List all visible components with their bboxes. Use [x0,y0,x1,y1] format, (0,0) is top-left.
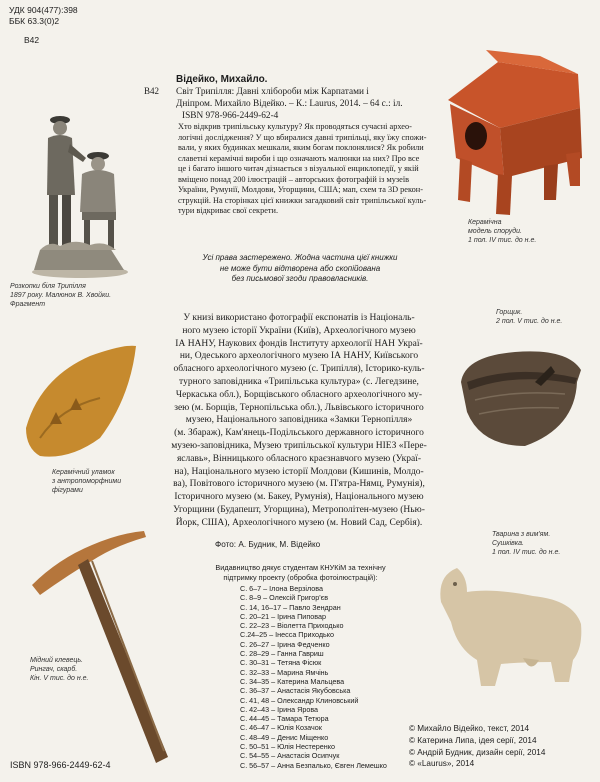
museum-line: музею-заповідника, Музею трипільської культури НІЕЗ «Пере- [171,440,427,451]
rights-line: Усі права застережено. Жодна частина цієї книжки [202,253,398,262]
credit-line: С. 41, 48 – Олександр Клиновський [240,695,359,705]
museum-line: зею (м. Борщів, Тернопільська обл.), Львівського історичного [174,402,424,413]
credit-line: С. 50–51 – Юлія Нестеренко [240,742,335,752]
abstract-line: логічні дослідження? У що вбиралися давні трипільці, яку їжу спожи- [178,132,427,142]
caption-line: 2 пол. V тис. до н.е. [496,318,563,325]
credit-line: С. 20–21 – Ірина Пиповар [240,611,326,621]
animal-figurine-image [433,562,593,692]
caption-line: Розкопки біля Трипілля [10,283,86,290]
museum-line: Йорк, США), Археологічного музею (м. Новий Сад, Сербія). [175,517,423,528]
museum-line: турного заповідника «Трипільська культура» (с. Легедзине, [179,376,419,387]
credit-line: С. 34–35 – Катерина Мальцева [240,676,345,686]
credit-line: С. 36–37 – Анастасія Якубовська [240,686,351,696]
caption-line: 1897 року. Малюнок В. Хвойки. [10,292,112,299]
caption-line: 1 пол. IV тис. до н.е. [492,549,561,556]
isbn-footer: ISBN 978-966-2449-62-4 [10,760,111,770]
abstract-line: вміщено понад 200 ілюстрацій – авторських фотографій із музеїв [178,174,410,184]
museum-line: на), Національного музею історії Молдови (Кишинів, Молдо- [174,466,424,477]
author-mark: В42 [24,35,40,45]
catalog-abstract [178,122,438,217]
credit-line: С. 46–47 – Юлія Козачок [240,723,322,733]
caption-animal [492,530,560,557]
caption-line: Тварина з вим'ям. [492,531,551,538]
caption-line: Керамічний уламок [52,469,115,476]
credits-list [240,584,387,770]
museum-line: У книзі використано фотографії експонатів із Національ- [183,313,415,323]
copyright-line: © Михайло Відейко, текст, 2014 [409,724,530,733]
caption-line: 1 пол. IV тис. до н.е. [468,237,537,244]
caption-line: модель споруди. [468,228,522,235]
credit-line: С. 14, 16–17 – Павло Зендран [240,602,341,612]
copyright-line: © Андрій Будник, дизайн серії, 2014 [409,747,546,757]
caption-excavation [10,282,111,309]
caption-line: Сушківка. [492,540,524,547]
credit-line: С. 42–43 – Ірина Ярова [240,704,319,714]
museum-line: музею, Національного заповідника «Замки Тернопілля» [185,415,413,426]
caption-line: Рингач, скарб. [30,666,78,673]
abstract-line: Хто відкрив трипільську культуру? Як проводяться сучасні архео- [178,122,412,131]
pot-image [455,342,587,452]
abstract-line: тури відкриває свої секрети. [178,206,279,215]
museums-paragraph [150,312,448,530]
credit-line: С. 30–31 – Тетяна Фісюк [240,658,322,668]
museum-line: Історичного музею (м. Бакеу, Румунія), Національного музею [174,492,424,503]
museum-line: ни, Одеського археологічного музею ІА НАНУ, Київського [179,351,419,362]
museum-line: обласного археологічного музею (с. Трипілля), Історико-куль- [173,364,425,375]
rights-line: не може бути відтворена або скопійована [219,263,381,273]
rights-line: без письмової згоди правовласників. [231,274,369,283]
credit-line: С. 8–9 – Олексій Григор'єв [240,593,329,603]
credit-line: С. 54–55 – Анастасія Осипчук [240,751,340,761]
museum-line: ІА НАНУ, Наукових фондів Інституту археології НАН Украї- [175,338,423,349]
abstract-line: струкцій. На сторінках цієї книжки загадковий світ трипільської куль- [178,195,427,205]
copyright-line: © Катерина Липа, ідея серії, 2014 [409,735,537,745]
credit-line: С. 28–29 – Ганна Гавриш [240,649,324,659]
excavation-drawing [20,100,135,280]
thanks-line: підтримку проекту (обробка фотоілюстрацій): [223,572,378,582]
museum-line: ного музею історії України (Київ), Археологічного музею [182,325,416,336]
credit-line: С. 6–7 – Ілона Верзілова [240,584,324,593]
caption-line: з антропоморфними [52,478,122,485]
credit-line: С. 26–27 – Ірина Федченко [240,639,330,649]
thanks-line: Видавництво дякує студентам КНУКіМ за технічну [215,563,386,572]
abstract-line: це і багато іншого читач дізнається з візуальної енциклопедії, у якій [178,164,419,173]
museum-line: Черкаська обл.), Борщівського обласного археологічного му- [175,389,423,400]
caption-pickaxe [30,656,89,683]
caption-pot [496,308,562,326]
copyright-block [409,723,545,770]
copyright-line: © «Laurus», 2014 [409,759,475,769]
caption-line: Фрагмент [10,301,46,308]
museum-line: ва), Повітового історичного музею (м. П'ятра-Нямц, Румунія), [173,479,425,490]
credit-line: С. 22–23 – Віолетта Приходько [240,621,344,631]
abstract-line: вали, у яких будинках мешкали, яким богам поклонялися? Як робили [178,143,424,152]
bbk-code: ББК 63.3(0)2 [9,16,60,26]
isbn-line: ISBN 978-966-2449-62-4 [182,111,279,121]
rights-notice [180,253,420,285]
ceramic-fragment-image [20,338,138,463]
house-model-image [440,50,586,218]
catalog-line: Дніпром. Михайло Відейко. – К.: Laurus, 2014. – 64 с.: іл. [176,99,403,109]
abstract-line: України, Румунії, Молдови, Угорщини, США; мап, схем та 3D рекон- [178,185,423,194]
credit-line: С. 56–57 – Анна Безпалько, Євген Лемешко [240,760,387,770]
catalog-code: В42 [144,86,160,96]
catalog-author: Відейко, Михайло. [176,74,268,85]
museum-line: яславь», Вінницького обласного краєзнавчого музею (Украї- [176,453,422,464]
caption-line: Керамічна [468,219,502,226]
museum-line: (м. Збараж), Кам'янець-Подільського державного історичного [174,428,424,439]
caption-house-model [468,218,536,245]
catalog-description [176,86,446,122]
abstract-line: славетні керамічні вироби і що означають малюнки на них? Про все [178,153,420,163]
credit-line: С. 48–49 – Денис Міщенко [240,732,329,742]
udk-code: УДК 904(477):398 [9,5,78,15]
pickaxe-image [28,525,183,770]
credit-line: С.24–25 – Інесса Приходько [240,630,335,640]
thanks-note [193,563,408,582]
photo-credit: Фото: А. Будник, М. Відейко [215,540,321,549]
caption-fragment [52,468,121,495]
caption-line: фігурами [52,487,83,494]
classification-block [9,5,78,46]
caption-line: Горщик. [496,309,523,316]
credit-line: С. 44–45 – Тамара Тетюра [240,714,329,724]
catalog-line: Світ Трипілля: Давні хлібороби між Карпатами і [176,87,369,97]
credit-line: С. 32–33 – Марина Ямчінь [240,667,329,677]
caption-line: Мідний клевець. [30,657,84,664]
caption-line: Кін. V тис. до н.е. [30,675,89,682]
museum-line: Угорщини (Будапешт, Угорщина), Метрополітен-музею (Нью- [173,504,425,515]
